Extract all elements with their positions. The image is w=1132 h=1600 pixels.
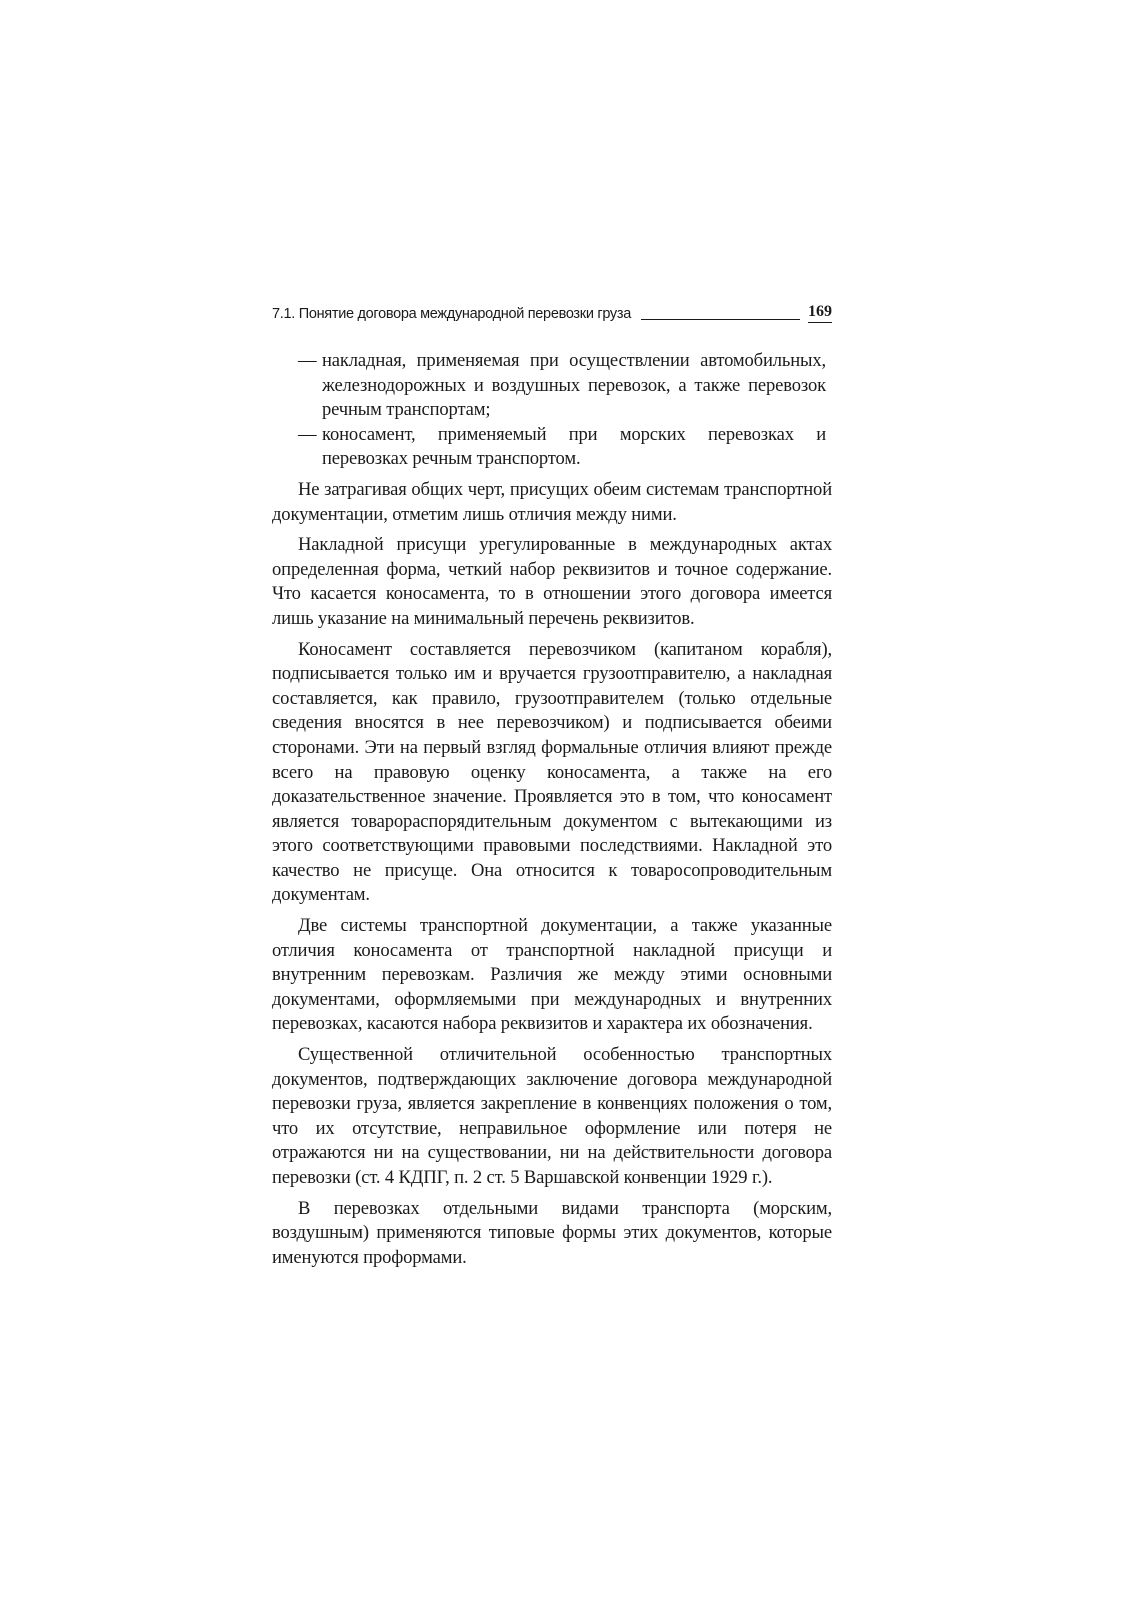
document-type-list bbox=[272, 349, 832, 472]
page-number: 169 bbox=[808, 303, 832, 323]
paragraph: Коносамент составляется перевозчиком (капитаном корабля), подписывается только им и вручается грузоотправителю, а накладная составляется, как правило, грузоотправителем (только отдельные сведения вносятся в нее перевозчиком) и подписывается обеими сторонами. Эти на первый взгляд формальные отличия влияют прежде всего на правовую оценку коносамента, а также на его доказательственное значение. Проявляется это в том, что коносамент является товарораспорядительным документом с вытекающими из этого соответствующими правовыми последствиями. Накладной это качество не присуще. Она относится к товаросопроводительным документам. bbox=[272, 638, 832, 906]
header-rule bbox=[641, 319, 800, 320]
list-item bbox=[272, 423, 832, 472]
paragraph: В перевозках отдельными видами транспорта (морским, воздушным) применяются типовые формы этих документов, которые именуются проформами. bbox=[272, 1197, 832, 1268]
paragraph: Две системы транспортной документации, а также указанные отличия коносамента от транспортной накладной присущи и внутренним перевозкам. Различия же между этими основными документами, оформляемыми при международных и внутренних перевозках, касаются набора реквизитов и характера их обозначения. bbox=[272, 915, 832, 1035]
paragraph: Не затрагивая общих черт, присущих обеим системам транспортной документации, отметим лишь отличия между ними. bbox=[272, 478, 832, 525]
paragraph: Существенной отличительной особенностью транспортных документов, подтверждающих заключение договора международной перевозки груза, является закрепление в конвенциях положения о том, что их отсутствие, неправильное оформление или потеря не отражаются ни на существовании, ни на действительности договора перевозки (ст. 4 КДПГ, п. 2 ст. 5 Варшавской конвенции 1929 г.). bbox=[272, 1044, 832, 1188]
running-head bbox=[272, 303, 832, 323]
book-page bbox=[272, 303, 832, 1270]
body-text bbox=[272, 349, 832, 1270]
section-title: 7.1. Понятие договора международной перевозки груза bbox=[272, 306, 631, 322]
list-item-text: накладная, применяемая при осуществлении автомобильных, железнодорожных и воздушных перевозок, а также перевозок речным транспортам; bbox=[322, 350, 826, 421]
list-dash: — bbox=[298, 350, 317, 371]
paragraph: Накладной присущи урегулированные в международных актах определенная форма, четкий набор реквизитов и точное содержание. Что касается коносамента, то в отношении этого договора имеется лишь указание на минимальный перечень реквизитов. bbox=[272, 534, 832, 629]
list-item bbox=[272, 349, 832, 423]
list-dash: — bbox=[298, 423, 317, 445]
list-item-text: коносамент, применяемый при морских перевозках и перевозках речным транспортом. bbox=[322, 423, 826, 470]
